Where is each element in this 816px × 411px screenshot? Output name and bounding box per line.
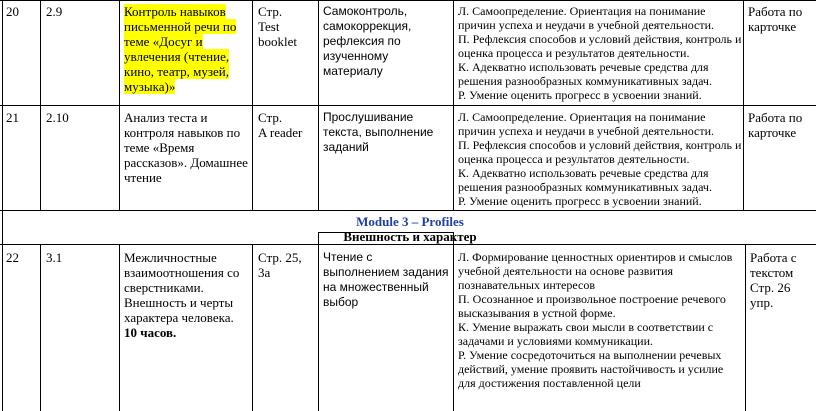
table-rule [2, 210, 3, 244]
uud-item: Р. Умение оценить прогресс в усвоении знаний. [458, 194, 702, 208]
table-rule [745, 244, 746, 411]
table-rule [119, 0, 120, 210]
lesson-code: 3.1 [46, 250, 63, 265]
table-rule [119, 244, 120, 411]
control-form: Работа с текстом Стр. 26 упр. [750, 250, 797, 310]
table-rule [40, 0, 41, 210]
table-rule [743, 0, 744, 210]
uud-list [458, 250, 742, 390]
uud-item: К. Умение выражать свои мысли в соответствии с задачами и условиями коммуникации. [458, 320, 714, 348]
uud-item: Р. Умение сосредоточиться на выполнении речевых действий, умение проявить настойчивость и усилие для достижения поставленной цели [458, 348, 724, 390]
table-rule [453, 0, 454, 210]
page-line: A reader [258, 125, 303, 140]
activity-description: Чтение с выполнением задания на множественный выбор [323, 250, 449, 309]
lesson-topic [124, 250, 250, 340]
uud-item: Л. Самоопределение. Ориентация на понимание причин успеха и неудачи в учебной деятельности. [458, 4, 715, 32]
table-rule [453, 244, 454, 411]
lesson-code: 2.10 [46, 110, 69, 125]
lesson-hours: 10 часов. [124, 325, 177, 340]
uud-item: П. Осознанное и произвольное построение речевого высказывания в устной форме. [458, 292, 726, 320]
table-rule [252, 244, 253, 411]
table-rule [318, 0, 319, 210]
textbook-page [258, 4, 316, 49]
page-line: Стр. [258, 110, 283, 125]
lesson-topic-text: Межличностные взаимоотношения со сверстниками. Внешность и черты характера человека. [124, 250, 240, 325]
table-rule [0, 0, 816, 1]
activity-description: Самоконтроль, самокоррекция, рефлексия по изученному материалу [323, 4, 412, 78]
lesson-topic: Анализ теста и контроля навыков по теме «Время рассказов». Домашнее чтение [124, 110, 248, 185]
lesson-number: 21 [6, 110, 19, 125]
table-rule [0, 210, 816, 211]
page-line: Test [258, 19, 280, 34]
uud-item: К. Адекватно использовать речевые средства для решения разнообразных коммуникативных задач. [458, 60, 712, 88]
textbook-page: Стр. 25, 3а [258, 250, 302, 280]
uud-item: К. Адекватно использовать речевые средства для решения разнообразных коммуникативных задач. [458, 166, 712, 194]
control-form: Работа по карточке [748, 110, 803, 140]
activity-description: Прослушивание текста, выполнение заданий [323, 110, 434, 154]
control-form: Работа по карточке [748, 4, 803, 34]
uud-item: Л. Самоопределение. Ориентация на понимание причин успеха и неудачи в учебной деятельности. [458, 110, 715, 138]
module-title: Module 3 – Profiles [356, 214, 464, 229]
table-rule [318, 244, 319, 411]
lesson-topic [124, 4, 249, 94]
uud-list [458, 110, 742, 208]
table-rule [0, 244, 816, 245]
page-line: booklet [258, 34, 297, 49]
uud-item: Л. Формирование ценностных ориентиров и смыслов учебной деятельности на основе развития познавательных интересов [458, 250, 733, 292]
table-rule [252, 0, 253, 210]
uud-list [458, 4, 742, 102]
lesson-topic-text: Контроль навыков письменной речи по теме «Досуг и увлечения (чтение, кино, театр, музей, музыка)» [124, 4, 237, 94]
lesson-code: 2.9 [46, 4, 63, 19]
table-rule [0, 105, 816, 106]
lesson-number: 20 [6, 4, 19, 19]
table-rule [40, 244, 41, 411]
lesson-number: 22 [6, 250, 19, 265]
uud-item: Р. Умение оценить прогресс в усвоении знаний. [458, 88, 702, 102]
uud-item: П. Рефлексия способов и условий действия, контроль и оценка процесса и результатов деятельности. [458, 138, 742, 166]
page-line: Стр. [258, 4, 283, 19]
table-rule [2, 0, 3, 210]
table-rule [2, 244, 3, 411]
uud-item: П. Рефлексия способов и условий действия, контроль и оценка процесса и результатов деятельности. [458, 32, 742, 60]
textbook-page [258, 110, 316, 140]
module-subtitle: Внешность и характер [343, 229, 477, 244]
